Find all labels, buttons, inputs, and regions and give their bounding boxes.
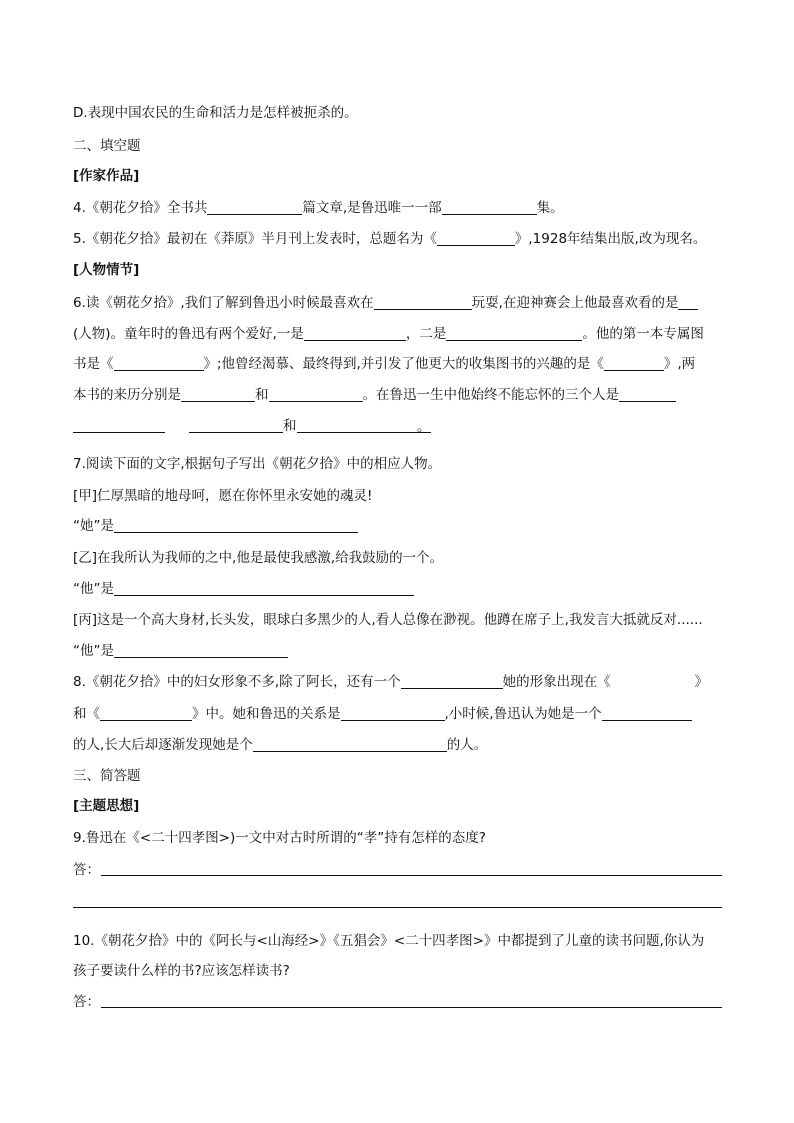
q7-passage-yi: [乙]在我所认为我师的之中,他是最使我感激,给我鼓励的一个。 [73, 550, 444, 566]
q6-blank-origin-2[interactable] [269, 387, 363, 402]
question-6-line-4 [73, 386, 723, 404]
q6-blank-person-3[interactable] [297, 418, 431, 433]
q8-text: 》 [694, 674, 709, 690]
q7-blank-jia[interactable] [114, 518, 358, 533]
q7-bing-label: “他”是 [73, 643, 114, 659]
q8-text: 她的形象出现在《 [502, 674, 611, 690]
q6-text: 。他的第一本专属图 [582, 326, 704, 342]
tag-author-works: [作家作品] [73, 168, 140, 184]
tag-characters-plot: [人物情节] [73, 262, 140, 278]
q7-jia-label: “她”是 [73, 518, 114, 534]
q4-blank-2[interactable] [442, 200, 537, 215]
q8-blank-essay-2[interactable] [100, 706, 192, 721]
section-heading-short-answer: 三、简答题 [73, 768, 141, 784]
q6-blank-origin-1[interactable] [181, 387, 255, 402]
q6-text: 和 [283, 418, 297, 434]
q8-text: 的人,长大后却逐渐发现她是个 [73, 737, 253, 753]
q6-text: 书是《 [73, 356, 114, 372]
q6-blank-person-1[interactable] [619, 387, 676, 402]
question-6-line-3 [73, 355, 723, 373]
q8-text: 和《 [73, 706, 100, 722]
q6-blank-person-1-cont[interactable] [73, 418, 165, 433]
question-4 [73, 199, 723, 217]
q6-blank-place[interactable] [374, 295, 472, 310]
q4-blank-1[interactable] [207, 200, 302, 215]
q8-text: ,小时候,鲁迅认为她是一个 [444, 706, 602, 722]
q6-text: 本书的来历分别是 [73, 387, 181, 403]
q5-text-b: 》,1928年结集出版,改为现名。 [514, 231, 707, 247]
q6-text: 玩耍,在迎神赛会上他最喜欢看的是 [471, 295, 679, 311]
q6-text: 》;他曾经渴慕、最终得到,并引发了他更大的收集图书的兴趣的是《 [203, 356, 604, 372]
section-heading-fill-blank: 二、填空题 [73, 138, 141, 154]
q10-answer-line[interactable] [101, 1007, 722, 1008]
q8-blank-adult-view[interactable] [253, 737, 447, 752]
q7-blank-bing[interactable] [114, 643, 288, 658]
q6-text: 和 [255, 387, 269, 403]
q7-passage-jia: [甲]仁厚黑暗的地母呵，愿在你怀里永安她的魂灵! [73, 488, 373, 504]
question-5 [73, 230, 723, 248]
q9-answer-line-1[interactable] [101, 875, 722, 876]
q8-blank-relation[interactable] [341, 706, 445, 721]
q7-answer-jia [73, 517, 723, 535]
q4-text-b: 篇文章,是鲁迅唯一一部 [302, 200, 442, 216]
q8-blank-child-view[interactable] [602, 706, 692, 721]
q6-text: (人物)。童年时的鲁迅有两个爱好,一是 [73, 326, 304, 342]
q6-blank-desired-book[interactable] [604, 356, 664, 371]
q8-blank-woman[interactable] [401, 674, 503, 689]
q10-answer-label: 答： [73, 994, 100, 1010]
question-10-line-1: 10.《朝花夕拾》中的《阿长与<山海经>》《五猖会》<二十四孝图>》中都提到了儿童的读书问题,你认为 [73, 933, 705, 949]
q9-answer-line-2[interactable] [73, 907, 722, 908]
q7-passage-bing: [丙]这是一个高大身材,长头发，眼球白多黑少的人,看人总像在渺视。他蹲在席子上,我发言大抵就反对...... [73, 612, 703, 628]
question-6-line-5 [73, 417, 723, 435]
q7-answer-yi [73, 580, 723, 598]
q6-blank-person[interactable] [678, 295, 698, 310]
question-6-line-1 [73, 294, 723, 312]
q4-text-c: 集。 [536, 200, 564, 216]
q8-text: 》中。她和鲁迅的关系是 [192, 706, 341, 722]
question-8-line-3 [73, 736, 723, 754]
q6-text: ，二是 [405, 326, 447, 342]
q9-answer-label: 答： [73, 862, 100, 878]
q6-text: 。 [417, 419, 431, 435]
q6-text: 。在鲁迅一生中他始终不能忘怀的三个人是 [362, 387, 619, 403]
q5-blank-1[interactable] [437, 231, 515, 246]
tag-theme: [主题思想] [73, 798, 140, 814]
q7-blank-yi[interactable] [114, 581, 414, 596]
q6-blank-hobby-2[interactable] [446, 326, 582, 341]
q6-text: 6.读《朝花夕拾》,我们了解到鲁迅小时候最喜欢在 [73, 295, 374, 311]
question-8-line-1 [73, 673, 723, 691]
q8-text: 8.《朝花夕拾》中的妇女形象不多,除了阿长，还有一个 [73, 674, 401, 690]
q7-intro: 7.阅读下面的文字,根据句子写出《朝花夕拾》中的相应人物。 [73, 456, 442, 472]
q5-text-a: 5.《朝花夕拾》最初在《莽原》半月刊上发表时，总题名为《 [73, 231, 437, 247]
q6-text: 》,两 [663, 356, 696, 372]
q8-text: 的人。 [446, 737, 488, 753]
q6-blank-first-book[interactable] [114, 356, 204, 371]
q6-blank-hobby-1[interactable] [304, 326, 406, 341]
question-6-line-2 [73, 325, 723, 343]
q6-blank-person-2[interactable] [189, 418, 283, 433]
question-9: 9.鲁迅在《<二十四孝图>)一文中对古时所谓的“孝”持有怎样的态度? [73, 830, 486, 846]
q4-text-a: 4.《朝花夕拾》全书共 [73, 200, 208, 216]
question-8-line-2 [73, 705, 723, 723]
q7-answer-bing [73, 642, 723, 660]
question-10-line-2: 孩子要读什么样的书?应该怎样读书? [73, 963, 290, 979]
q7-yi-label: “他”是 [73, 581, 114, 597]
option-d: D.表现中国农民的生命和活力是怎样被扼杀的。 [73, 105, 358, 121]
